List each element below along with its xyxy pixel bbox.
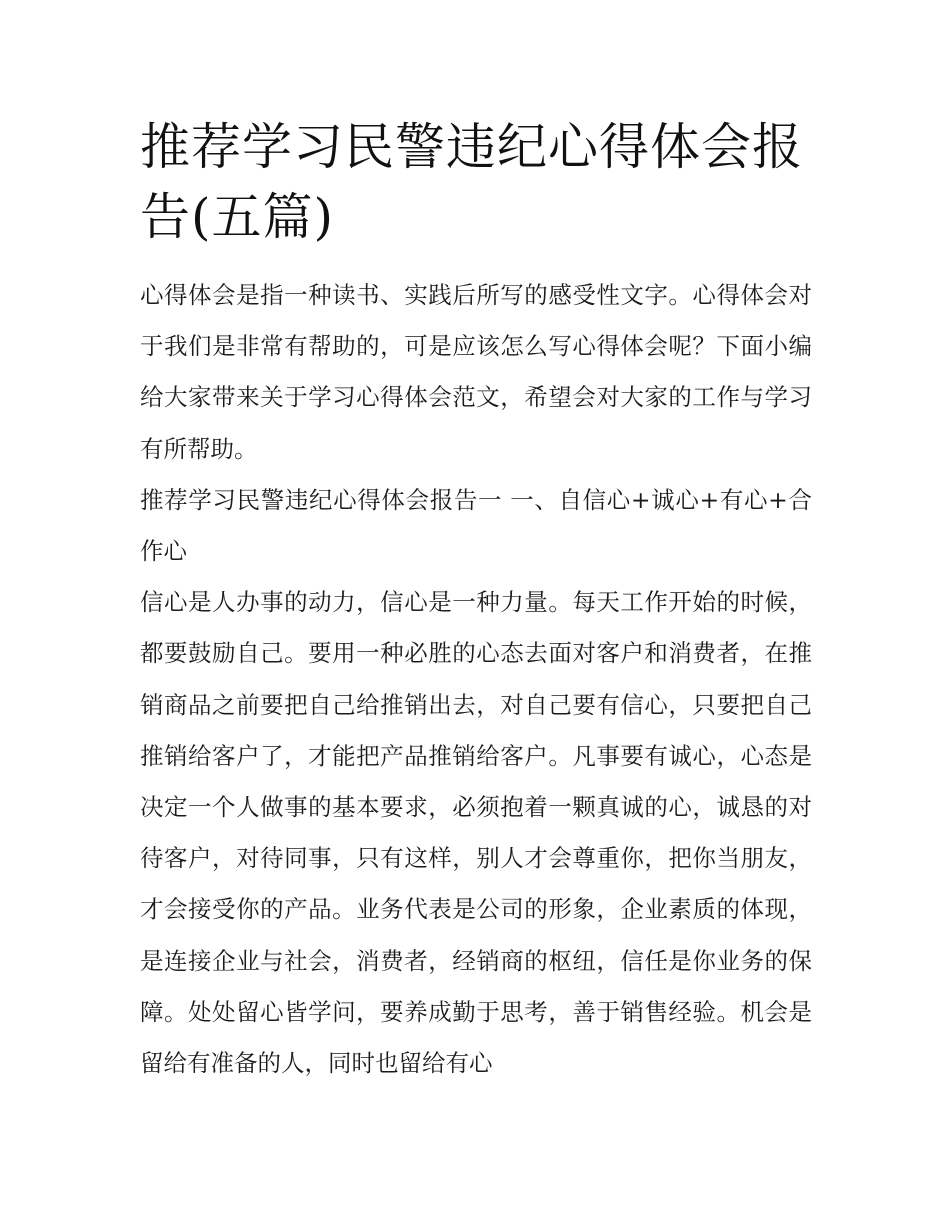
body-paragraph: 信心是人办事的动力，信心是一种力量。每天工作开始的时候，都要鼓励自己。要用一种必胜的心态去面对客户和消费者，在推销商品之前要把自己给推销出去，对自己要有信心，只要把自己推销给客户了，才能把产品推销给客户。凡事要有诚心，心态是决定一个人做事的基本要求，必须抱着一颗真诚的心，诚恳的对待客户，对待同事，只有这样，别人才会尊重你，把你当朋友，才会接受你的产品。业务代表是公司的形象，企业素质的体现，是连接企业与社会，消费者，经销商的枢纽，信任是你业务的保障。处处留心皆学问，要养成勤于思考，善于销售经验。机会是留给有准备的人，同时也留给有心: [140, 588, 812, 1078]
document-page: [140, 112, 812, 1089]
document-body: [140, 270, 812, 1089]
section-heading-paragraph: 推荐学习民警违纪心得体会报告一 一、自信心+诚心+有心+合作心: [140, 485, 812, 566]
document-title: 推荐学习民警违纪心得体会报告(五篇): [140, 118, 803, 246]
intro-paragraph: 心得体会是指一种读书、实践后所写的感受性文字。心得体会对于我们是非常有帮助的，可是应该怎么写心得体会呢？下面小编给大家带来关于学习心得体会范文，希望会对大家的工作与学习有所帮助。: [140, 281, 812, 463]
